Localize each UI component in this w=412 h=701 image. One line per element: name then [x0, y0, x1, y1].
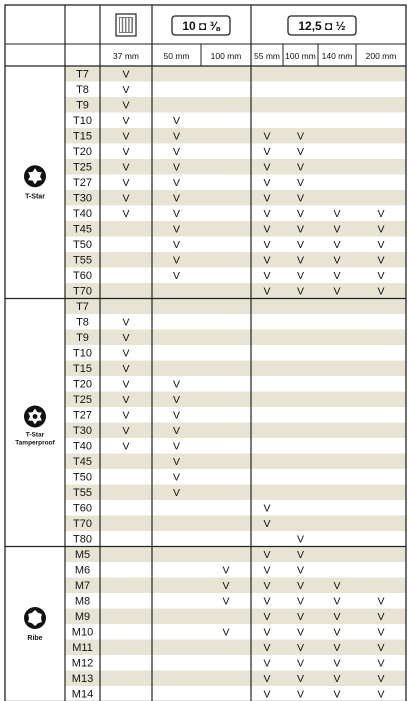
column-header-7: 200 mm: [365, 51, 397, 61]
section-name: T-Star: [25, 193, 45, 201]
column-header-3: 100 mm: [210, 51, 242, 61]
fit-mark: V: [263, 223, 271, 236]
size-label: M7: [74, 580, 91, 593]
fit-mark: V: [122, 425, 130, 438]
fit-mark: V: [172, 254, 181, 267]
fit-mark: V: [377, 673, 385, 686]
fit-mark: V: [122, 332, 130, 345]
size-label: T45: [73, 223, 92, 236]
row-stripe: [65, 578, 406, 594]
table-row: [73, 379, 180, 391]
size-label: T45: [73, 456, 92, 469]
fit-mark: V: [263, 239, 271, 252]
fit-mark: V: [172, 378, 181, 391]
fit-mark: V: [333, 580, 341, 593]
fit-mark: V: [296, 208, 305, 221]
fit-mark: V: [172, 192, 181, 205]
section-name: Ribe: [27, 635, 43, 642]
size-label: T50: [73, 471, 92, 484]
fit-mark: V: [377, 270, 385, 283]
fit-mark: V: [122, 363, 130, 376]
fit-mark: V: [122, 99, 130, 112]
size-label: T30: [73, 425, 92, 438]
size-label: T9: [76, 332, 89, 345]
size-label: T9: [76, 99, 89, 112]
table-row: [75, 596, 385, 608]
fit-mark: V: [172, 456, 181, 469]
size-label: T55: [73, 487, 92, 500]
fit-mark: V: [172, 130, 181, 143]
size-label: M8: [74, 595, 91, 608]
fit-mark: V: [222, 626, 230, 639]
torx-tamperproof-icon: [24, 406, 46, 428]
size-label: T25: [73, 161, 92, 174]
table-row: [65, 330, 406, 346]
fit-mark: V: [377, 285, 385, 298]
size-label: T20: [73, 146, 92, 159]
fit-mark: V: [296, 595, 305, 608]
fit-mark: V: [263, 146, 271, 159]
fit-mark: V: [122, 409, 130, 422]
size-label: T20: [73, 378, 92, 391]
fit-mark: V: [377, 688, 385, 701]
fit-mark: V: [263, 285, 271, 298]
fit-mark: V: [122, 347, 130, 360]
table-row: [76, 317, 129, 329]
table-row: [73, 472, 180, 484]
size-label: T50: [73, 239, 92, 252]
fit-mark: V: [377, 254, 385, 267]
table-row: [65, 392, 406, 408]
fit-mark: V: [222, 580, 230, 593]
row-stripe: [65, 299, 406, 315]
fit-mark: V: [172, 177, 181, 190]
row-stripe: [65, 252, 406, 268]
fit-mark: V: [377, 642, 385, 655]
row-stripe: [65, 128, 406, 144]
fit-mark: V: [122, 115, 130, 128]
row-stripe: [65, 330, 406, 346]
fit-mark: V: [296, 549, 305, 562]
fit-mark: V: [263, 254, 271, 267]
fit-mark: V: [333, 270, 341, 283]
fit-mark: V: [377, 239, 385, 252]
table-row: [65, 671, 406, 687]
fit-mark: V: [333, 285, 341, 298]
fit-mark: V: [377, 208, 385, 221]
fit-mark: V: [122, 146, 130, 159]
fit-mark: V: [263, 642, 271, 655]
fit-mark: V: [263, 673, 271, 686]
fit-mark: V: [172, 239, 181, 252]
fit-mark: V: [122, 440, 130, 453]
size-label: T7: [76, 301, 89, 314]
fit-mark: V: [222, 595, 230, 608]
fit-mark: V: [377, 657, 385, 670]
fit-mark: V: [122, 316, 130, 329]
table-row: [65, 547, 406, 563]
row-stripe: [65, 454, 406, 470]
fit-mark: V: [296, 580, 305, 593]
fit-mark: V: [122, 208, 130, 221]
fit-mark: V: [377, 223, 385, 236]
size-label: T25: [73, 394, 92, 407]
fit-mark: V: [296, 564, 305, 577]
size-label: T15: [73, 130, 92, 143]
fit-mark: V: [263, 580, 271, 593]
fit-mark: V: [263, 549, 271, 562]
table-row: [73, 503, 270, 515]
row-stripe: [65, 283, 406, 299]
fit-mark: V: [263, 626, 271, 639]
fit-mark: V: [296, 192, 305, 205]
row-stripe: [65, 221, 406, 237]
size-label: T60: [73, 270, 92, 283]
column-header-2: 50 mm: [163, 51, 190, 61]
size-label: M11: [72, 642, 93, 655]
fit-mark: V: [263, 130, 271, 143]
fit-mark: V: [263, 657, 271, 670]
fit-mark: V: [333, 208, 341, 221]
fit-mark: V: [122, 177, 130, 190]
drive-1-2-label: 12,5 ◘ ½: [298, 19, 346, 33]
fit-mark: V: [333, 688, 341, 701]
size-label: M6: [74, 564, 91, 577]
fit-mark: V: [172, 115, 181, 128]
table-row: [65, 485, 406, 501]
fit-mark: V: [122, 130, 130, 143]
fit-mark: V: [222, 564, 230, 577]
table-row: [65, 128, 406, 144]
ribe-spline-icon: [24, 607, 46, 629]
fit-mark: V: [333, 626, 341, 639]
fit-mark: V: [296, 161, 305, 174]
fit-mark: V: [296, 270, 305, 283]
fit-mark: V: [172, 487, 181, 500]
section-name-line: Tamperproof: [15, 439, 55, 447]
table-row: [65, 423, 406, 439]
fit-mark: V: [263, 502, 271, 515]
fit-mark: V: [333, 642, 341, 655]
row-stripe: [65, 392, 406, 408]
fit-mark: V: [172, 161, 181, 174]
table-row: [72, 658, 385, 670]
bit-holder-icon: [116, 14, 136, 36]
fit-mark: V: [263, 688, 271, 701]
fit-mark: V: [296, 130, 305, 143]
fit-mark: V: [122, 161, 130, 174]
fit-mark: V: [172, 223, 181, 236]
size-label: T8: [76, 84, 89, 97]
fit-mark: V: [263, 208, 271, 221]
size-label: T10: [73, 347, 92, 360]
table-row: [65, 159, 406, 175]
fit-mark: V: [296, 611, 305, 624]
size-label: T70: [73, 285, 92, 298]
table-row: [65, 283, 406, 299]
fit-mark: V: [172, 425, 181, 438]
fit-mark: V: [296, 285, 305, 298]
fit-mark: V: [333, 254, 341, 267]
table-row: [65, 190, 406, 206]
table-row: [73, 177, 304, 189]
size-label: T40: [73, 208, 92, 221]
table-row: [73, 441, 180, 453]
table-row: [73, 348, 129, 360]
row-stripe: [65, 516, 406, 532]
fit-mark: V: [122, 84, 130, 97]
fit-mark: V: [172, 208, 181, 221]
size-label: T30: [73, 192, 92, 205]
table-row: [65, 299, 406, 315]
fit-mark: V: [263, 270, 271, 283]
fit-mark: V: [296, 533, 305, 546]
fit-mark: V: [333, 239, 341, 252]
section-name-line: T-Star: [25, 431, 45, 439]
size-label: T27: [73, 409, 92, 422]
size-label: T15: [73, 363, 92, 376]
column-header-4: 55 mm: [254, 51, 280, 61]
table-row: [72, 689, 385, 701]
row-stripe: [65, 159, 406, 175]
fit-mark: V: [172, 394, 181, 407]
size-label: T7: [76, 68, 89, 81]
table-row: [73, 208, 384, 220]
table-row: [73, 115, 180, 127]
drive-3-8-label: 10 ◘ ⅜: [182, 19, 220, 33]
fit-mark: V: [172, 409, 181, 422]
fit-mark: V: [122, 68, 130, 81]
fit-mark: V: [296, 642, 305, 655]
size-label: T60: [73, 502, 92, 515]
table-row: [76, 84, 129, 96]
fit-mark: V: [296, 657, 305, 670]
row-stripe: [65, 671, 406, 687]
table-row: [65, 578, 406, 594]
column-header-5: 100 mm: [285, 51, 316, 61]
size-label: T10: [73, 115, 92, 128]
fit-mark: V: [263, 161, 271, 174]
fit-mark: V: [296, 239, 305, 252]
column-header-1: 37 mm: [113, 51, 139, 61]
table-row: [73, 146, 304, 158]
fit-mark: V: [296, 688, 305, 701]
row-stripe: [65, 423, 406, 439]
size-label: T70: [73, 518, 92, 531]
fit-mark: V: [263, 518, 271, 531]
table-row: [72, 627, 385, 639]
fit-mark: V: [333, 595, 341, 608]
row-stripe: [65, 547, 406, 563]
fit-mark: V: [333, 223, 341, 236]
row-stripe: [65, 190, 406, 206]
fit-mark: V: [333, 657, 341, 670]
fit-mark: V: [296, 223, 305, 236]
table-row: [65, 640, 406, 656]
fit-mark: V: [377, 626, 385, 639]
fit-mark: V: [296, 626, 305, 639]
size-label: T8: [76, 316, 89, 329]
table-row: [73, 534, 304, 546]
table-row: [65, 221, 406, 237]
table-row: [65, 609, 406, 625]
fit-mark: V: [263, 595, 271, 608]
fit-mark: V: [122, 378, 130, 391]
table-row: [73, 239, 384, 251]
table-row: [73, 270, 384, 282]
table-row: [75, 565, 304, 577]
fit-mark: V: [172, 270, 181, 283]
fit-mark: V: [333, 611, 341, 624]
fit-mark: V: [377, 595, 385, 608]
fit-mark: V: [296, 177, 305, 190]
size-label: M14: [71, 688, 94, 701]
fit-mark: V: [377, 611, 385, 624]
size-label: T55: [73, 254, 92, 267]
fit-mark: V: [296, 254, 305, 267]
fit-mark: V: [263, 177, 271, 190]
table-row: [65, 516, 406, 532]
size-label: M9: [74, 611, 91, 624]
row-stripe: [65, 609, 406, 625]
fit-mark: V: [122, 394, 130, 407]
fit-mark: V: [172, 440, 181, 453]
fit-mark: V: [263, 564, 271, 577]
row-stripe: [65, 485, 406, 501]
size-label: T40: [73, 440, 92, 453]
row-stripe: [65, 361, 406, 377]
fit-mark: V: [172, 471, 181, 484]
fit-mark: V: [122, 192, 130, 205]
fit-mark: V: [172, 146, 181, 159]
fit-mark: V: [296, 146, 305, 159]
table-row: [65, 66, 406, 82]
row-stripe: [65, 640, 406, 656]
table-row: [65, 97, 406, 113]
fit-mark: V: [333, 673, 341, 686]
size-label: M13: [71, 673, 94, 686]
table-row: [73, 410, 180, 422]
fit-mark: V: [263, 611, 271, 624]
size-label: T80: [73, 533, 92, 546]
size-label: T27: [73, 177, 92, 190]
table-row: [65, 361, 406, 377]
row-stripe: [65, 66, 406, 82]
table-row: [65, 252, 406, 268]
size-label: M5: [74, 549, 91, 562]
size-label: M12: [71, 657, 94, 670]
row-stripe: [65, 97, 406, 113]
size-label: M10: [71, 626, 94, 639]
fit-mark: V: [296, 673, 305, 686]
torx-star-icon: [24, 165, 46, 187]
column-header-6: 140 mm: [321, 51, 353, 61]
table-row: [65, 454, 406, 470]
fit-mark: V: [263, 192, 271, 205]
